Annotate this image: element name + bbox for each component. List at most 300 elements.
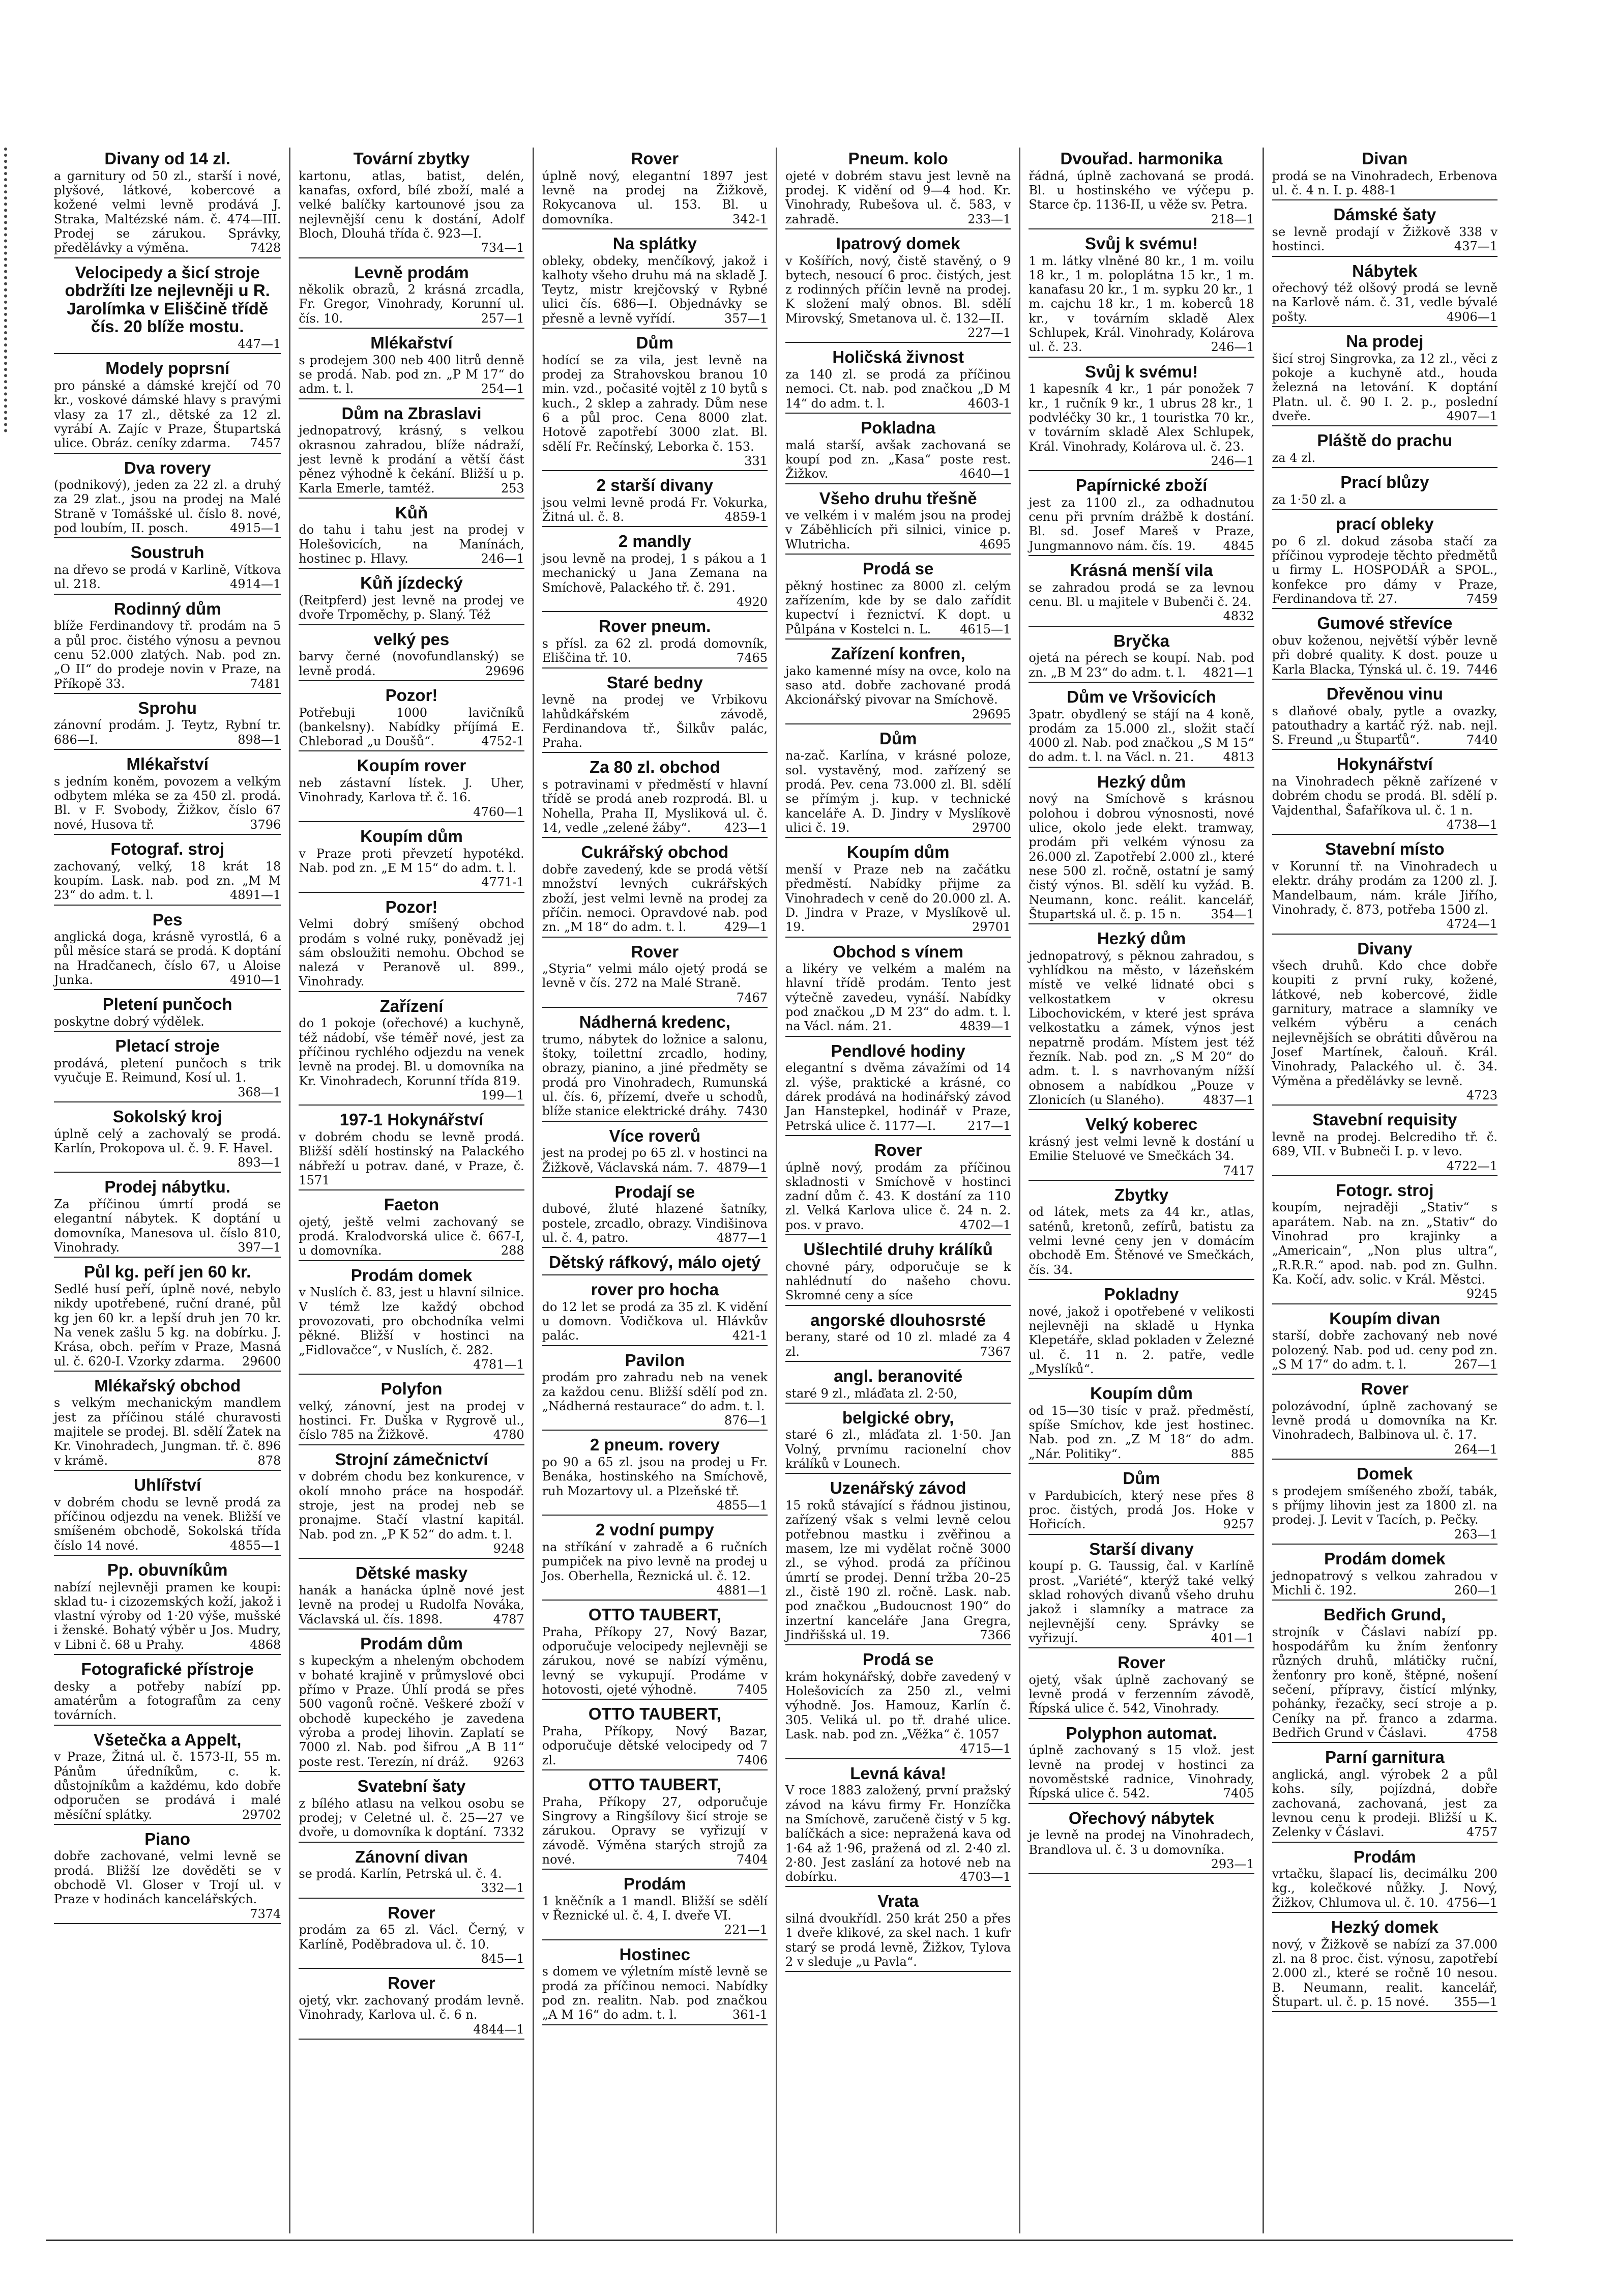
- ad-column-2: [289, 148, 532, 2233]
- ad-text: strojník v Čáslavi nabízí pp. hospodářům ku žním ženťonry různých druhů, mlátičky ruční, ženťonry pro koně, štěpné, nošení sečení, přípravy, čistící mlýnky, pohánky, řezačky, secí stroje a p. Ceníky na př. franco a zdarma. Bedřich Grund v Čáslavi.: [1272, 1624, 1497, 1740]
- ad-body: [1029, 1135, 1254, 1178]
- classified-ad: [1272, 206, 1497, 256]
- ad-reference-number: 7428: [250, 241, 281, 255]
- ad-text: polozávodní, úplně zachovaný se levně prodá u domovníka na Kr. Vinohradech, Balbinova ul. č. 17.: [1272, 1399, 1497, 1442]
- ad-text: hanák a hanácka úplně nové jest levně na prodej u Rudolfa Nováka, Václavská ul. čís. 1898.: [299, 1583, 524, 1626]
- ad-text: (podnikový), jeden za 22 zl. a druhý za 29 zlat., jsou na prodej na Malé Straně v Tomášské ul. číslo 8. nové, pod loubím, II. posch.: [54, 478, 281, 536]
- ad-text: blíže Ferdinandovy tř. prodám na 5 a půl proc. čistého výnosu a pevnou cenu 52.000 zlatých. Nab. pod zn. „O II“ do prodeje novin v Praze, na Příkopě 33.: [54, 619, 281, 691]
- ad-text: Praha, Příkopy 27, odporučuje Singrovy a Ringšílovy šicí stroje se zárukou. Opravy se vyřizují v závodě. Výměna starých strojů za nové.: [542, 1794, 768, 1867]
- ad-headline: Hezký dům: [1097, 772, 1186, 791]
- ad-text: V roce 1883 založený, první pražský závod na kávu firmy Fr. Honzíčka na Smíchově, zaručeně čistý v 5 kg. balíčkách a sice: nepražená kava od 1·64 až 1·96, pražená od zl. 2·40 zl. 2·80. Jest zaslání za hotové neb na dobírku.: [785, 1783, 1011, 1884]
- ad-body: [299, 1653, 524, 1769]
- ad-reference-number: 4695: [980, 537, 1011, 551]
- ad-text: v Praze, Žitná ul. č. 1573-II, 55 m. Pánům úředníkům, c. k. důstojníkům a každému, kdo dobře odporučen se prodává i malé měsíční splátky.: [54, 1750, 281, 1822]
- ad-text: staré 6 zl., mláďata zl. 1·50. Jan Volný, prvnímu racionelní chov králíků v Lounech.: [785, 1428, 1011, 1471]
- ad-body: [542, 254, 768, 326]
- ad-reference-number: 4837—1: [1203, 1092, 1254, 1107]
- ad-text: desky a potřeby nabízí pp. amatérům a fotografům za ceny továrních.: [54, 1679, 281, 1723]
- classified-ad: [54, 995, 281, 1032]
- ad-headline: Rover: [1361, 1379, 1409, 1399]
- ad-body: [542, 169, 768, 226]
- ad-text: anglická doga, krásně vyrostlá, 6 a půl měsíce stará se prodá. K doptání na Hradčanech, číslo 67, u Aloise Junka.: [54, 929, 281, 987]
- ad-reference-number: 4723: [1466, 1088, 1497, 1102]
- classified-ad: [1272, 1310, 1497, 1375]
- ad-reference-number: 368—1: [238, 1085, 281, 1099]
- ad-text: krám hokynářský, dobře zavedený v Holešovicích za 250 zl., velmi výhodně. Jos. Hamouz, Karlín č. 305. Veliká ul. po tř. drahé ulice. Lask. nab. pod zn. „Věžka“ č. 1057: [785, 1669, 1011, 1741]
- ad-body: [1272, 633, 1497, 677]
- ad-text: Za příčinou úmrtí prodá se elegantní nábytek. K doptání u domovníka, Manesova ul. číslo 810, Vinohrady.: [54, 1197, 281, 1255]
- ad-reference-number: 7457: [250, 436, 281, 451]
- ad-text: v Pardubicích, který nese přes 8 proc. čistých, prodá Jos. Hoke v Hořicích.: [1029, 1488, 1254, 1532]
- classified-ad: [785, 1141, 1011, 1235]
- ad-text: elegantní s dvěma závažími od 14 zl. výše, praktické a krásné, co dárek prodává na hodinářský závod Jan Hanstepkel, hodinář v Praze, Petrská ulice č. 1177—I.: [785, 1061, 1011, 1133]
- ad-body: [299, 1130, 524, 1187]
- ad-reference-number: 357—1: [724, 311, 768, 326]
- ad-text: v Korunní tř. na Vinohradech u elektr. dráhy prodám za 1200 zl. J. Mandelbaum, nám. krále Jiřího, Vinohrady, č. 873, potřeba 1500 zl.: [1272, 859, 1497, 917]
- classified-ad: [542, 1606, 768, 1700]
- classified-ad: [542, 1183, 768, 1248]
- ad-reference-number: 4760—1: [473, 804, 524, 819]
- ad-reference-number: 355—1: [1454, 1994, 1497, 2009]
- ad-reference-number: 233—1: [967, 212, 1011, 226]
- ad-reference-number: 898—1: [238, 732, 281, 747]
- ad-reference-number: 257—1: [481, 311, 524, 326]
- ad-headline: Prodám: [1353, 1847, 1416, 1866]
- ad-reference-number: 331: [744, 453, 768, 468]
- ad-headline: Dámské šaty: [1333, 205, 1436, 224]
- ad-text: dubové, žluté hlazené šatníky, postele, zrcadlo, obrazy. Vindišinova ul. č. 4, patro.: [542, 1202, 768, 1245]
- ad-headline: OTTO TAUBERT,: [588, 1775, 721, 1794]
- ad-reference-number: 7405: [736, 1682, 768, 1697]
- ad-reference-number: 29700: [972, 821, 1011, 835]
- ad-text: a likéry ve velkém a malém na hlavní třídě prodám. Tento jest výtečně zavedeu, vynáší. Nabídky pod značkou „D M 23“ do adm. t. l. na Václ. nám. 21.: [785, 962, 1011, 1034]
- classified-ad: [1272, 1848, 1497, 1913]
- ad-headline: Papírnické zboží: [1075, 476, 1208, 495]
- ad-body: [299, 522, 524, 566]
- ad-text: Praha, Příkopy, Nový Bazar, odporučuje dětské velocipedy od 7 zl.: [542, 1724, 768, 1767]
- ad-body: [785, 508, 1011, 551]
- ad-text: pro pánské a dámské krejčí od 70 kr., voskové dámské hlavy s pravými vlasy za 17 zl., dětské za 12 zl. vyrábí A. Zajíc v Praze, Štupartská ulice. Obráz. ceníky zdarma.: [54, 378, 281, 451]
- ad-headline: Parní garnitura: [1325, 1748, 1445, 1767]
- ad-text: s domem ve výletním místě levně se prodá za příčinou nemoci. Nabídky pod zn. realitn. Nab. pod značkou „A M 16“ do adm. t. l.: [542, 1964, 768, 2022]
- classified-ad: [54, 543, 281, 594]
- ad-headline: prací obleky: [1336, 514, 1434, 534]
- ad-reference-number: 264—1: [1454, 1442, 1497, 1457]
- ad-headline: 2 starší divany: [596, 476, 713, 495]
- ad-headline: Pláště do prachu: [1317, 431, 1453, 450]
- ad-text: Potřebuji 1000 lavičníků (bankelsny). Nabídky příjímá E. Chleborad „u Doušů“.: [299, 705, 524, 749]
- ad-body: [542, 1964, 768, 2022]
- ad-reference-number: 29600: [242, 1354, 281, 1369]
- binding-edge-mark: [4, 148, 15, 432]
- ad-headline: Dům: [636, 333, 673, 353]
- ad-reference-number: 4640—1: [959, 467, 1011, 481]
- ad-reference-number: 332—1: [481, 1881, 524, 1896]
- ad-body: [1029, 382, 1254, 468]
- ad-text: (Reitpferd) jest levně na prodej ve dvoře Trpoměchy, p. Slaný. Též: [299, 593, 524, 622]
- ad-headline: Polyfon: [380, 1379, 443, 1399]
- ad-text: za 4 zl.: [1272, 450, 1316, 465]
- ad-headline: Prodají se: [614, 1182, 695, 1201]
- ad-reference-number: 9263: [493, 1754, 524, 1769]
- ad-text: dobře zachované, velmi levně se prodá. Bližší lze dověděti se v obchodě Vl. Gloser v Trojí ul. v Praze v hodinách kancelářských.: [54, 1849, 281, 1907]
- ad-headline: Prodám domek: [1324, 1549, 1446, 1568]
- ad-text: úplně nový, elegantní 1897 jest levně na prodej na Žižkově, Rokycanova ul. 153. Bl. u domovníka.: [542, 168, 768, 226]
- ad-reference-number: 4891—1: [229, 888, 281, 903]
- ad-body: [299, 1923, 524, 1966]
- ad-body: [542, 1795, 768, 1867]
- classified-ad: [542, 1945, 768, 2025]
- classified-ad: [542, 334, 768, 471]
- ad-headline: Ořechový nábytek: [1068, 1808, 1215, 1827]
- ad-text: se prodá. Karlín, Petrská ul. č. 4.: [299, 1867, 502, 1881]
- ad-reference-number: 253: [501, 481, 524, 496]
- classified-ad: [542, 1127, 768, 1178]
- ad-headline: belgické obry,: [842, 1408, 954, 1427]
- ad-reference-number: 4821—1: [1203, 665, 1254, 680]
- classified-ad: [299, 1380, 524, 1445]
- ad-body: [785, 748, 1011, 835]
- ad-body: [1272, 1569, 1497, 1598]
- ad-reference-number: 397—1: [238, 1240, 281, 1255]
- ad-headline: Pozor!: [385, 897, 438, 916]
- ad-headline: Dům ve Vršovicích: [1067, 687, 1216, 706]
- ad-text: ojetý, vkr. zachovaný prodám levně. Vinohrady, Karlova ul. č. 6 n.: [299, 1993, 524, 2022]
- ad-reference-number: 429—1: [724, 920, 768, 935]
- classified-ad: [785, 1042, 1011, 1136]
- ad-text: anglická, angl. výrobek 2 a půl kohs. síly, pojízdná, dobře zachovaná, zachovaná, jest za levnou cenu k prodeji. Bližší u K. Zelenky v Čáslavi.: [1272, 1767, 1497, 1840]
- ad-headline: Hokynářství: [1336, 754, 1433, 774]
- ad-headline: Piano: [144, 1829, 191, 1848]
- ad-text: do 1 pokoje (ořechové) a kuchyně, též nádobí, vše téměř nové, jest za příčinou rychlého odjezdu na venek levně na prodej. Bl. u domovníka na Kr. Vinohradech, Korunní třída 819.: [299, 1016, 524, 1088]
- ad-headline: Fotogr. stroj: [1336, 1180, 1434, 1200]
- ad-headline: Bedřich Grund,: [1324, 1605, 1446, 1624]
- classified-ad: [1272, 431, 1497, 468]
- ad-reference-number: 7440: [1466, 733, 1497, 747]
- classified-ad: [299, 1196, 524, 1261]
- ad-body: [54, 1849, 281, 1921]
- classified-ad: [54, 1830, 281, 1924]
- ad-headline: Nábytek: [1352, 261, 1418, 280]
- ad-text: se levně prodají v Žižkově 338 v hostinci.: [1272, 224, 1497, 254]
- ad-text: kartonu, atlas, batist, delén, kanafas, oxford, bílé zboží, malé a velké balíčky kartounové jsou za nejlevnější cenu k dostání, Adolf Bloch, Dlouhá třída č. 923—I.: [299, 168, 524, 241]
- ad-headline: Cukrářský obchod: [581, 842, 729, 862]
- ad-reference-number: 885: [1230, 1446, 1254, 1461]
- ad-text: v Praze proti převzetí hypotékd. Nab. pod zn. „E M 15“ do adm. t. l.: [299, 846, 524, 875]
- ad-headline: Faeton: [384, 1195, 439, 1214]
- ad-reference-number: 4859-1: [724, 510, 768, 525]
- ad-reference-number: 217—1: [967, 1118, 1011, 1133]
- classified-ad: [542, 1351, 768, 1431]
- ad-reference-number: 4757: [1466, 1825, 1497, 1840]
- classified-ad: [1272, 940, 1497, 1106]
- ad-column-4: [776, 148, 1019, 2233]
- ad-headline: 2 pneum. rovery: [590, 1435, 720, 1455]
- classified-ad: [299, 1266, 524, 1375]
- ad-text: je levně na prodej na Vinohradech, Brandlova ul. č. 3 u domovníka.: [1029, 1828, 1254, 1857]
- classified-ad: [1029, 1809, 1254, 1875]
- classified-ad: [1029, 1115, 1254, 1181]
- ad-reference-number: 7406: [736, 1753, 768, 1767]
- ad-body: [542, 777, 768, 835]
- ad-reference-number: 221—1: [724, 1923, 768, 1937]
- ad-body: [542, 1894, 768, 1937]
- ad-text: na Vinohradech pěkně zařízené v dobrém chodu se prodá. Bl. sdělí p. Vajdenthal, Šafaříkova ul. č. 1 n.: [1272, 774, 1497, 818]
- ad-body: [1272, 1130, 1497, 1173]
- classified-ad: [1029, 688, 1254, 768]
- ad-reference-number: 3796: [250, 817, 281, 832]
- ad-body: [299, 423, 524, 496]
- ad-text: neb zástavní lístek. J. Uher, Vinohrady, Karlova tř. č. 16.: [299, 776, 524, 805]
- ad-headline: Koupím divan: [1329, 1309, 1441, 1328]
- ad-text: menší v Praze neb na začátku předměstí. Nabídky přijme za Vinohradech v ceně do 20.000 zl. A. D. Jindra v Praze, v Myslíkově ul. 19.: [785, 862, 1011, 935]
- ad-reference-number: 7332: [493, 1825, 524, 1840]
- ad-body: [785, 1330, 1011, 1359]
- ad-body: [785, 438, 1011, 481]
- ad-body: [299, 353, 524, 396]
- classified-ad: [54, 911, 281, 991]
- ad-column-3: [533, 148, 776, 2233]
- ad-body: [785, 579, 1011, 636]
- classified-ad: [785, 489, 1011, 555]
- ad-text: Velmi dobrý smíšený obchod prodám s volné ruky, poněvadž jej sám obsloužiti nemohu. Obchod se nalezá v Peranově ul. 899., Vinohrady.: [299, 917, 524, 989]
- ad-text: v dobrém chodu bez konkurence, v okolí mnoho práce na hospodář. stroje, jest na prodej neb se pronajme. Stačí vlastní kapitál. Nab. pod zn. „P K 52“ do adm. t. l.: [299, 1469, 524, 1542]
- ad-text: šicí stroj Singrovka, za 12 zl., věci z pokoje a kuchyně atd., houda železná na letování. K doptání Platn. ul. č. 90 I. 2. p., poslední dveře.: [1272, 351, 1497, 423]
- ad-body: [299, 1993, 524, 2037]
- ad-body: [785, 1911, 1011, 1969]
- classified-ad: [542, 617, 768, 668]
- ad-body: [785, 664, 1011, 721]
- ad-reference-number: 4906—1: [1446, 309, 1497, 324]
- ad-headline: Kůň jízdecký: [360, 573, 463, 593]
- ad-headline: Více roverů: [609, 1126, 701, 1145]
- ad-reference-number: 246—1: [1211, 340, 1254, 355]
- ad-headline: Dům na Zbraslavi: [341, 403, 482, 423]
- ad-headline: Prací blůzy: [1340, 473, 1429, 492]
- ad-headline: Prodej nábytku.: [104, 1177, 230, 1197]
- ad-text: ojetý, ještě velmi zachovaný se prodá. Kralodvorská ulice č. 667-I, u domovníka.: [299, 1214, 524, 1258]
- ad-body: [54, 1056, 281, 1099]
- classified-ad: [299, 630, 524, 681]
- ad-body: [542, 692, 768, 750]
- ad-reference-number: 878: [257, 1453, 281, 1468]
- classified-ad: [299, 574, 524, 625]
- ad-body: [785, 1670, 1011, 1756]
- ad-body: [1029, 651, 1254, 680]
- ad-text: Praha, Příkopy 27, Nový Bazar, odporučuje velocipedy nejlevněji se zárukou, nové se nabízí výměnu, levný se vykupují. Prodáme v hotovosti, ojeté výhodně.: [542, 1624, 768, 1697]
- ad-body: [1272, 225, 1497, 254]
- ad-headline: Holičská živnost: [832, 347, 964, 367]
- classified-ad: [1029, 1469, 1254, 1535]
- ad-body: [1272, 1625, 1497, 1740]
- ad-reference-number: 7367: [980, 1344, 1011, 1359]
- ad-text: po 6 zl. dokud zásoba stačí za příčinou vyprodeje těchto předmětů u firmy L. HOSPODÁŘ a SPOL., konfekce pro dámy v Praze, Ferdinandova tř. 27.: [1272, 534, 1497, 606]
- classified-ad: [1029, 1653, 1254, 1719]
- classified-ad: [542, 758, 768, 838]
- ad-reference-number: 7467: [736, 990, 768, 1005]
- ad-body: [785, 254, 1011, 340]
- ad-headline: Pes: [152, 910, 183, 929]
- ad-headline: Koupím dům: [846, 842, 950, 862]
- ad-text: do 12 let se prodá za 35 zl. K vidění u domovn. Vodičkova ul. Hlávkův palác.: [542, 1299, 768, 1343]
- classified-ad: [1272, 1465, 1497, 1545]
- ad-body: [1029, 707, 1254, 765]
- ad-reference-number: 246—1: [1211, 453, 1254, 468]
- classified-ad: [542, 1253, 768, 1275]
- ad-reference-number: 4832: [1223, 609, 1254, 624]
- ad-headline: Fotografické přístroje: [81, 1660, 254, 1679]
- ad-reference-number: 4868: [250, 1637, 281, 1652]
- ad-reference-number: 4879—1: [716, 1160, 768, 1175]
- ad-headline: Svatební šaty: [357, 1776, 466, 1795]
- ad-text: na dřevo se prodá v Karlině, Vítkova ul. 218.: [54, 563, 281, 592]
- ad-reference-number: 4915—1: [229, 521, 281, 536]
- ad-text: s velkým mechanickým mandlem jest za příčinou stálé churavosti majitele se prodej. Bl. sdělí Žatek na Kr. Vinohradech, Jungman. tř. č. 896 v krámě.: [54, 1396, 281, 1468]
- ad-headline: Soustruh: [130, 543, 204, 562]
- ad-body: [299, 776, 524, 819]
- ad-headline: Zbytky: [1114, 1185, 1169, 1204]
- ad-reference-number: 342-1: [732, 212, 768, 226]
- ad-body: [1272, 1937, 1497, 2010]
- ad-body: [54, 1495, 281, 1553]
- ad-text: zánovní prodám. J. Teytz, Rybní tr. 686—I.: [54, 718, 281, 747]
- ad-headline: Bryčka: [1113, 631, 1170, 650]
- ad-headline: Prodám: [623, 1874, 686, 1894]
- ad-headline: Pokladna: [861, 418, 936, 437]
- ad-body: [1029, 1404, 1254, 1461]
- ad-reference-number: 4855—1: [229, 1538, 281, 1553]
- classified-ad: [54, 150, 281, 258]
- ad-reference-number: 401—1: [1211, 1631, 1254, 1645]
- ad-headline: 197-1 Hokynářství: [339, 1110, 484, 1129]
- ad-reference-number: 7459: [1466, 592, 1497, 606]
- classified-ad: [785, 1764, 1011, 1887]
- ad-reference-number: 7366: [980, 1627, 1011, 1642]
- ad-reference-number: 4780: [493, 1428, 524, 1442]
- ad-body: [1272, 281, 1497, 324]
- classified-ad: [785, 1650, 1011, 1759]
- ad-headline: Stavební requisity: [1312, 1110, 1457, 1129]
- ad-body: [1272, 352, 1497, 424]
- ad-reference-number: 263—1: [1454, 1527, 1497, 1542]
- classified-ad: [785, 730, 1011, 838]
- classified-ad: [542, 235, 768, 329]
- ad-body: [1029, 792, 1254, 921]
- ad-text: s prodejem smíšeného zboží, tabák, s příjmy lihovin jest za 1800 zl. na prodej. J. Levit v Tacích, p. Pečky.: [1272, 1484, 1497, 1527]
- bottom-rule: [46, 2240, 1513, 2241]
- ad-body: [1029, 254, 1254, 355]
- ad-headline: Pozor!: [385, 685, 438, 705]
- ad-body: [54, 619, 281, 691]
- ad-headline: Divany: [1357, 939, 1413, 958]
- ad-body: [299, 1016, 524, 1102]
- ad-headline: Na prodej: [1346, 332, 1424, 351]
- ad-headline: 2 mandly: [618, 532, 691, 551]
- classified-ad: [785, 645, 1011, 724]
- ad-headline: Rover: [631, 149, 679, 168]
- ad-headline: Tovární zbytky: [353, 149, 470, 168]
- ad-body: [299, 169, 524, 255]
- classified-ad: [299, 686, 524, 752]
- ad-text: úplně nový, prodám za příčinou skladnosti v Smíchově v hostinci zadní dům č. 43. K dostání za 110 zl. Velká Karlova ulice č. 24 n. 2. pos. v pravo.: [785, 1160, 1011, 1232]
- ad-text: se zahradou prodá se za levnou cenu. Bl. u majitele v Bubenči č. 24.: [1029, 580, 1254, 609]
- ad-headline: Koupím dům: [1090, 1384, 1193, 1403]
- ad-headline: angl. beranovité: [834, 1366, 963, 1385]
- ad-text: hodící se za vila, jest levně na prodej za Strahovskou branou 10 min. vzd., počasité vojtěl z 10 bytů s kuch., 2 sklep a zahrady. Dům nese 6 a půl proc. Cena 8000 zlat. Hotově zapotřebí 3000 zlat. Bl. sdělí Fr. Rečínský, Leborka č. 153.: [542, 353, 768, 454]
- classified-ad: [1272, 1380, 1497, 1460]
- ad-reference-number: 361-1: [732, 2008, 768, 2022]
- classified-ad: [1272, 515, 1497, 609]
- ad-body: [1272, 859, 1497, 932]
- ad-body: [1272, 492, 1497, 507]
- ad-text: prodám za 65 zl. Václ. Černý, v Karlíně, Poděbradova ul. č. 10.: [299, 1923, 524, 1952]
- ad-body: [785, 169, 1011, 226]
- ad-body: [542, 551, 768, 609]
- ad-headline: Rodinný dům: [113, 599, 221, 618]
- ad-reference-number: 437—1: [1454, 239, 1497, 254]
- ad-text: koupím, nejraději „Stativ“ s aparátem. Nab. na zn. „Stativ“ do Vinohrad pro krajinky a „Americain“, „Non plus ultra“, „R.R.R.“ apod. nab. pod zn. Gulhn. Ka. Kočí, adv. solic. v Král. Městci.: [1272, 1200, 1497, 1287]
- ad-text: Sedlé husí peří, úplně nové, nebylo nikdy upotřebené, ruční drané, půl kg jen 60 kr. a lepší druh jen 70 kr. Na venek zašlu 5 kg. na dobírku. J. Krása, obch. peřím v Praze, Masná ul. č. 620-I. Vzorky zdarma.: [54, 1282, 281, 1369]
- classified-ad: [542, 1281, 768, 1346]
- ad-headline: Pletení punčoch: [102, 995, 232, 1014]
- ad-text: s dlaňové obaly, pytle a ovazky, patouthadry a kartáč rýž. nab. nejl. S. Freund „u Štuparťů“.: [1272, 704, 1497, 747]
- ad-reference-number: 4771-1: [481, 875, 524, 890]
- classified-ad: [54, 840, 281, 906]
- ad-text: s přísl. za 62 zl. prodá domovník, Eliščina tř. 10.: [542, 636, 768, 665]
- ad-body: [1272, 1767, 1497, 1840]
- classified-ad: [542, 532, 768, 612]
- ad-text: staré 9 zl., mláďata zl. 2·50,: [785, 1386, 958, 1401]
- ad-text: nový, v Žižkově se nabízí za 37.000 zl. na 8 proc. čist. výnosu, zapotřebí 2.000 zl., které se ročně 10 nesou. B. Neumann, realit. kancelář, Štupart. ul. č. p. 15 nové.: [1272, 1937, 1497, 2009]
- ad-reference-number: 9257: [1223, 1517, 1254, 1532]
- ad-headline: Prodám dům: [360, 1634, 463, 1653]
- ad-headline: angorské dlouhosrsté: [810, 1310, 986, 1329]
- classified-ad: [54, 1263, 281, 1372]
- ad-headline: OTTO TAUBERT,: [588, 1605, 721, 1624]
- classified-ad: [785, 1240, 1011, 1306]
- classified-ad: [785, 1479, 1011, 1645]
- ad-text: jest na prodej po 65 zl. v hostinci na Žižkově, Václavská nám. 7.: [542, 1146, 768, 1175]
- classified-ad: [785, 1892, 1011, 1972]
- ad-body: [542, 1370, 768, 1428]
- ad-reference-number: 4781—1: [473, 1357, 524, 1372]
- ad-reference-number: 421-1: [732, 1328, 768, 1343]
- ad-reference-number: 288: [501, 1243, 524, 1258]
- classified-ad: [299, 997, 524, 1106]
- ad-body: [299, 1583, 524, 1626]
- ad-body: [54, 1750, 281, 1822]
- ad-body: [1272, 1484, 1497, 1542]
- classified-ad: [1272, 262, 1497, 328]
- ad-body: [542, 353, 768, 469]
- ad-reference-number: 447—1: [238, 337, 281, 351]
- ad-body: [542, 1300, 768, 1343]
- ad-body: [1029, 1828, 1254, 1871]
- ad-reference-number: 4855—1: [716, 1498, 768, 1513]
- ad-text: dobře zavedený, kde se prodá větší množství levných cukrářských zboží, jest velmi levně na prodej za příčin. nemoci. Opravdové nab. pod zn. „M 18“ do adm. t. l.: [542, 862, 768, 935]
- classified-ad: [785, 1367, 1011, 1404]
- classified-ad: [299, 1635, 524, 1772]
- ad-body: [54, 929, 281, 987]
- ad-text: od 15—30 tisíc v praž. předměstí, spíše Smíchov, kde jest hostinec. Nab. pod zn. „Z M 18“ do adm. „Nár. Politiky“.: [1029, 1403, 1254, 1461]
- ad-reference-number: 4702—1: [959, 1217, 1011, 1232]
- ad-text: ojetý, však úplně zachovaný se levně prodá v ferzenním závodě, Řípská ulice č. 542, Vinohrady.: [1029, 1672, 1254, 1716]
- ad-headline: Hostinec: [619, 1944, 691, 1964]
- ad-body: [54, 1679, 281, 1723]
- ad-headline: Vrata: [877, 1892, 919, 1911]
- classified-ad: [299, 1974, 524, 2040]
- classified-ad: [1029, 476, 1254, 556]
